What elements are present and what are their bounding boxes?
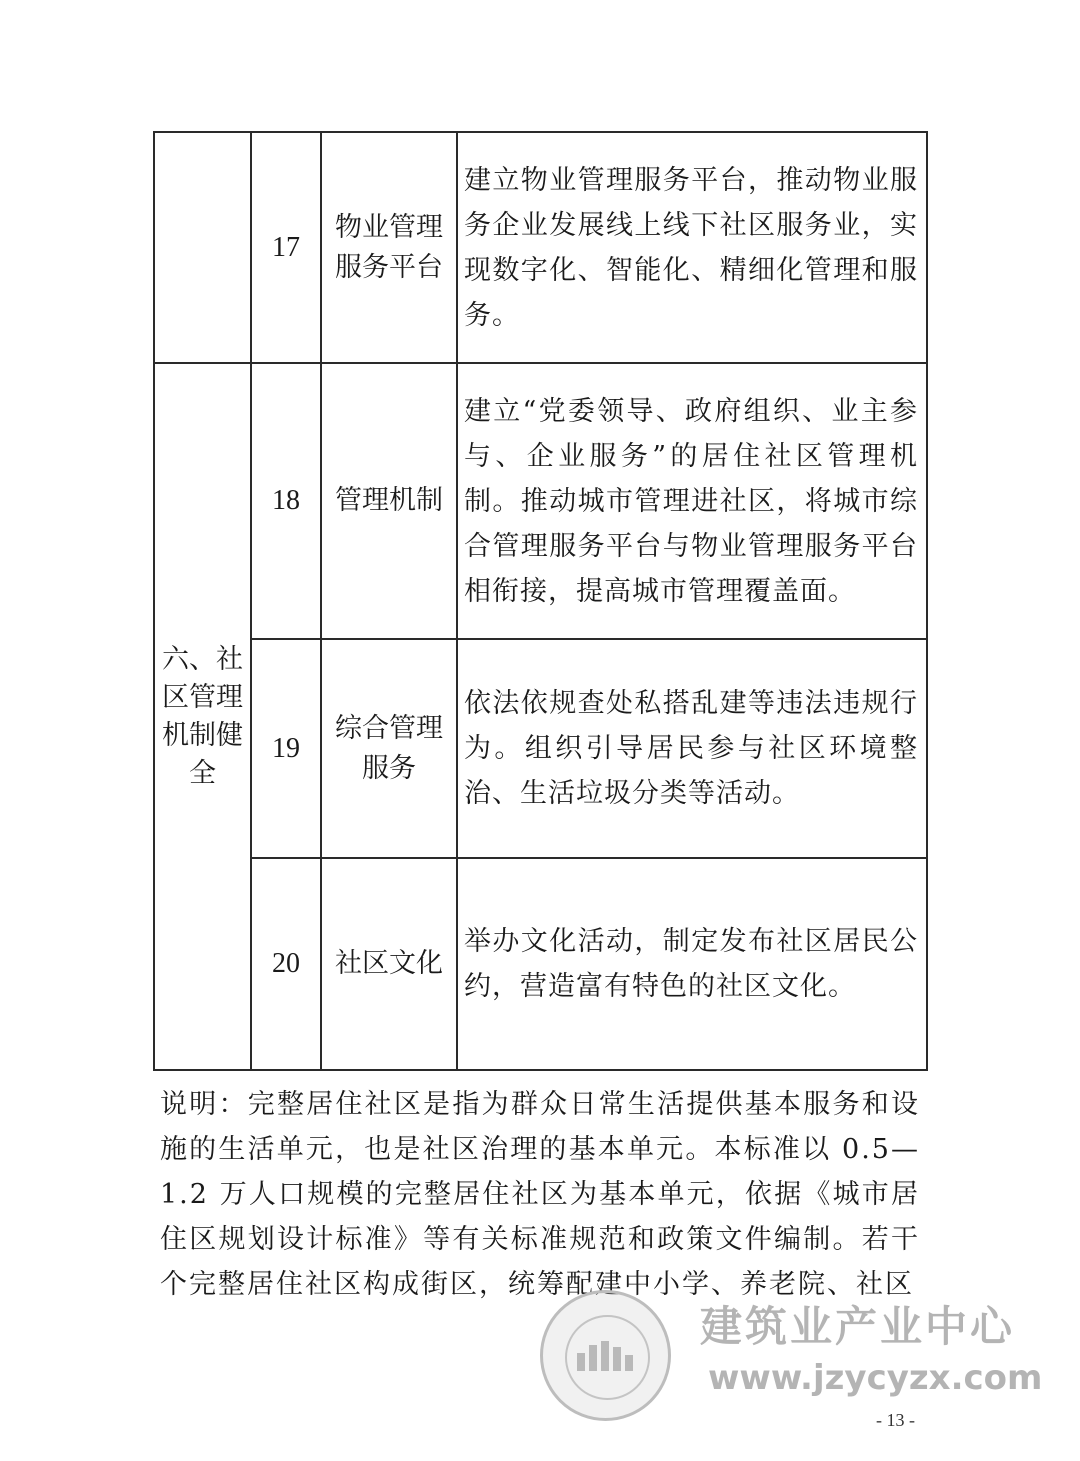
watermark-title: 建筑业产业中心 [700, 1302, 1016, 1351]
explanation-note: 说明：完整居住社区是指为群众日常生活提供基本服务和设施的生活单元，也是社区治理的基本单元。本标准以 0.5—1.2 万人口规模的完整居住社区为基本单元，依据《城市居住区规划设计标准》等有关标准规范和政策文件编制。若干个完整居住社区构成街区，统筹配建中小学、养老院、社区 [160, 1089, 920, 1300]
watermark [540, 1290, 1043, 1420]
item-description: 建立物业管理服务平台，推动物业服务企业发展线上线下社区服务业，实现数字化、智能化、精细化管理和服务。 [457, 132, 927, 363]
item-description: 依法依规查处私搭乱建等违法违规行为。组织引导居民参与社区环境整治、生活垃圾分类等活动。 [457, 639, 927, 858]
row-number: 17 [251, 132, 321, 363]
item-name: 社区文化 [321, 858, 457, 1070]
item-description: 举办文化活动，制定发布社区居民公约，营造富有特色的社区文化。 [457, 858, 927, 1070]
item-name: 物业管理服务平台 [321, 132, 457, 363]
row-number: 18 [251, 363, 321, 639]
category-cell-empty [154, 132, 251, 363]
page-number: - 13 - [876, 1410, 915, 1430]
watermark-url: www.jzycyzx.com [708, 1358, 1043, 1398]
table-row [154, 639, 927, 858]
row-number: 20 [251, 858, 321, 1070]
table-row [154, 363, 927, 639]
seal-logo-icon [540, 1290, 671, 1421]
standards-table [153, 131, 928, 1071]
row-number: 19 [251, 639, 321, 858]
table-row [154, 132, 927, 363]
table-row [154, 858, 927, 1070]
item-name: 管理机制 [321, 363, 457, 639]
category-cell: 六、社区管理机制健全 [154, 363, 251, 1070]
item-description: 建立“党委领导、政府组织、业主参与、企业服务”的居住社区管理机制。推动城市管理进社区，将城市综合管理服务平台与物业管理服务平台相衔接，提高城市管理覆盖面。 [457, 363, 927, 639]
item-name: 综合管理服务 [321, 639, 457, 858]
